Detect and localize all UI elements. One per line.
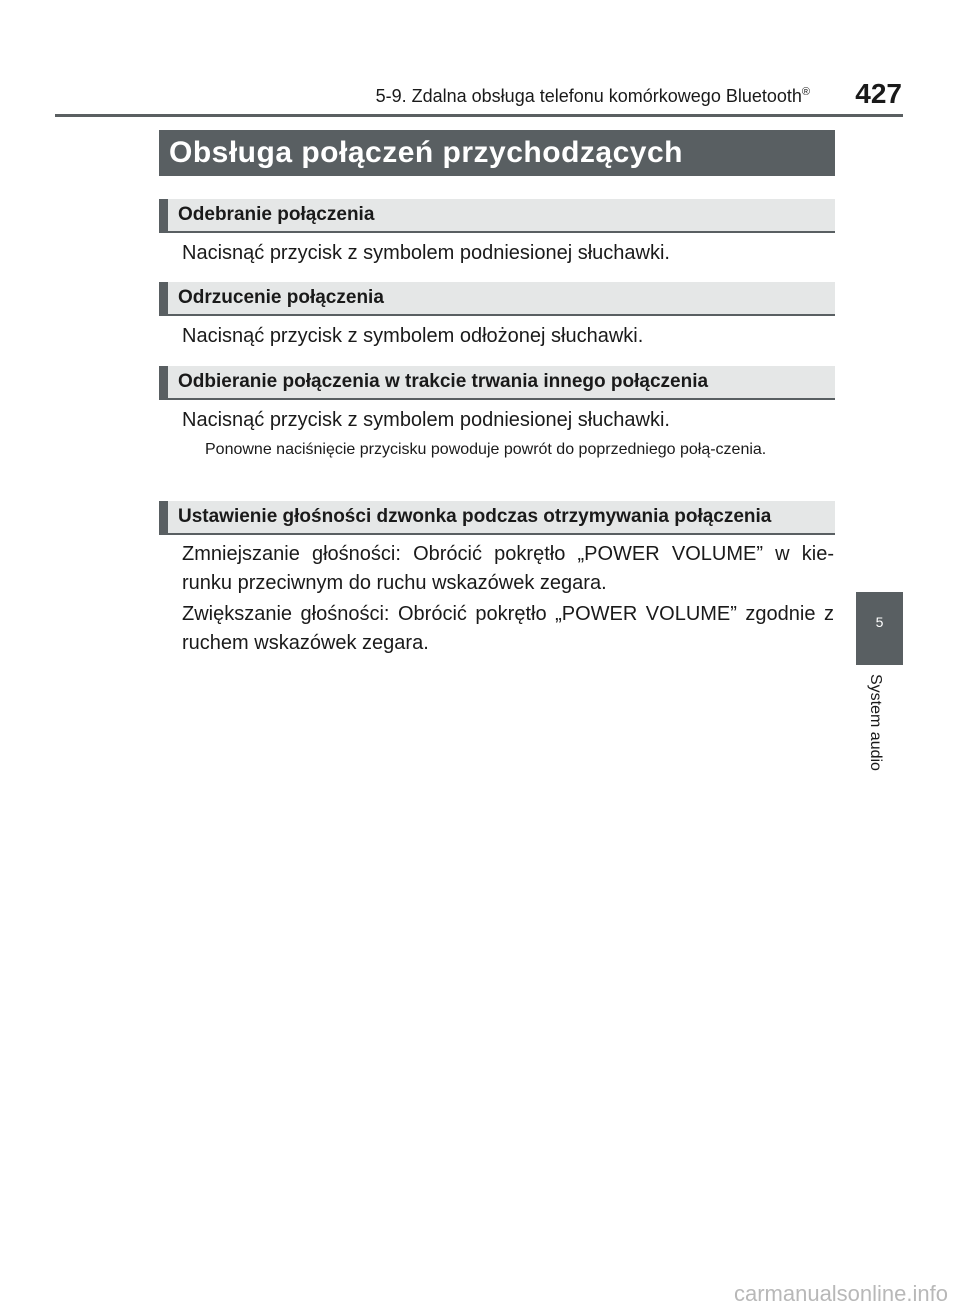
section-text-volume-down: Zmniejszanie głośności: Obrócić pokrętło „POWER VOLUME” w kie-runku przeciwnym do ruchu wskazówek zegara. — [182, 543, 834, 594]
section-text-volume-up: Zwiększanie głośności: Obrócić pokrętło „POWER VOLUME” zgodnie z ruchem wskazówek zegara. — [182, 603, 834, 654]
trademark-symbol: ® — [801, 86, 810, 98]
section-text-call-waiting: Nacisnąć przycisk z symbolem podniesionej słuchawki. — [182, 409, 670, 431]
chapter-tab: 5 — [856, 592, 903, 665]
section-text-answer: Nacisnąć przycisk z symbolem podniesionej słuchawki. — [182, 242, 670, 264]
page-number: 427 — [855, 78, 902, 109]
section-heading-answer: Odebranie połączenia — [159, 199, 835, 233]
chapter-tab-label: System audio — [867, 674, 884, 771]
section-heading-call-waiting: Odbieranie połączenia w trakcie trwania innego połączenia — [159, 366, 835, 400]
section-heading-ringtone-volume: Ustawienie głośności dzwonka podczas otrzymywania połączenia — [159, 501, 835, 535]
section-note-call-waiting: Ponowne naciśnięcie przycisku powoduje powrót do poprzedniego połą-czenia. — [205, 441, 767, 458]
page-title: Obsługa połączeń przychodzących — [159, 130, 835, 176]
section-text-reject: Nacisnąć przycisk z symbolem odłożonej słuchawki. — [182, 325, 644, 347]
watermark: carmanualsonline.info — [733, 1281, 948, 1306]
section-heading-reject: Odrzucenie połączenia — [159, 282, 835, 316]
chapter-title: 5-9. Zdalna obsługa telefonu komórkowego Bluetooth® — [375, 86, 810, 106]
